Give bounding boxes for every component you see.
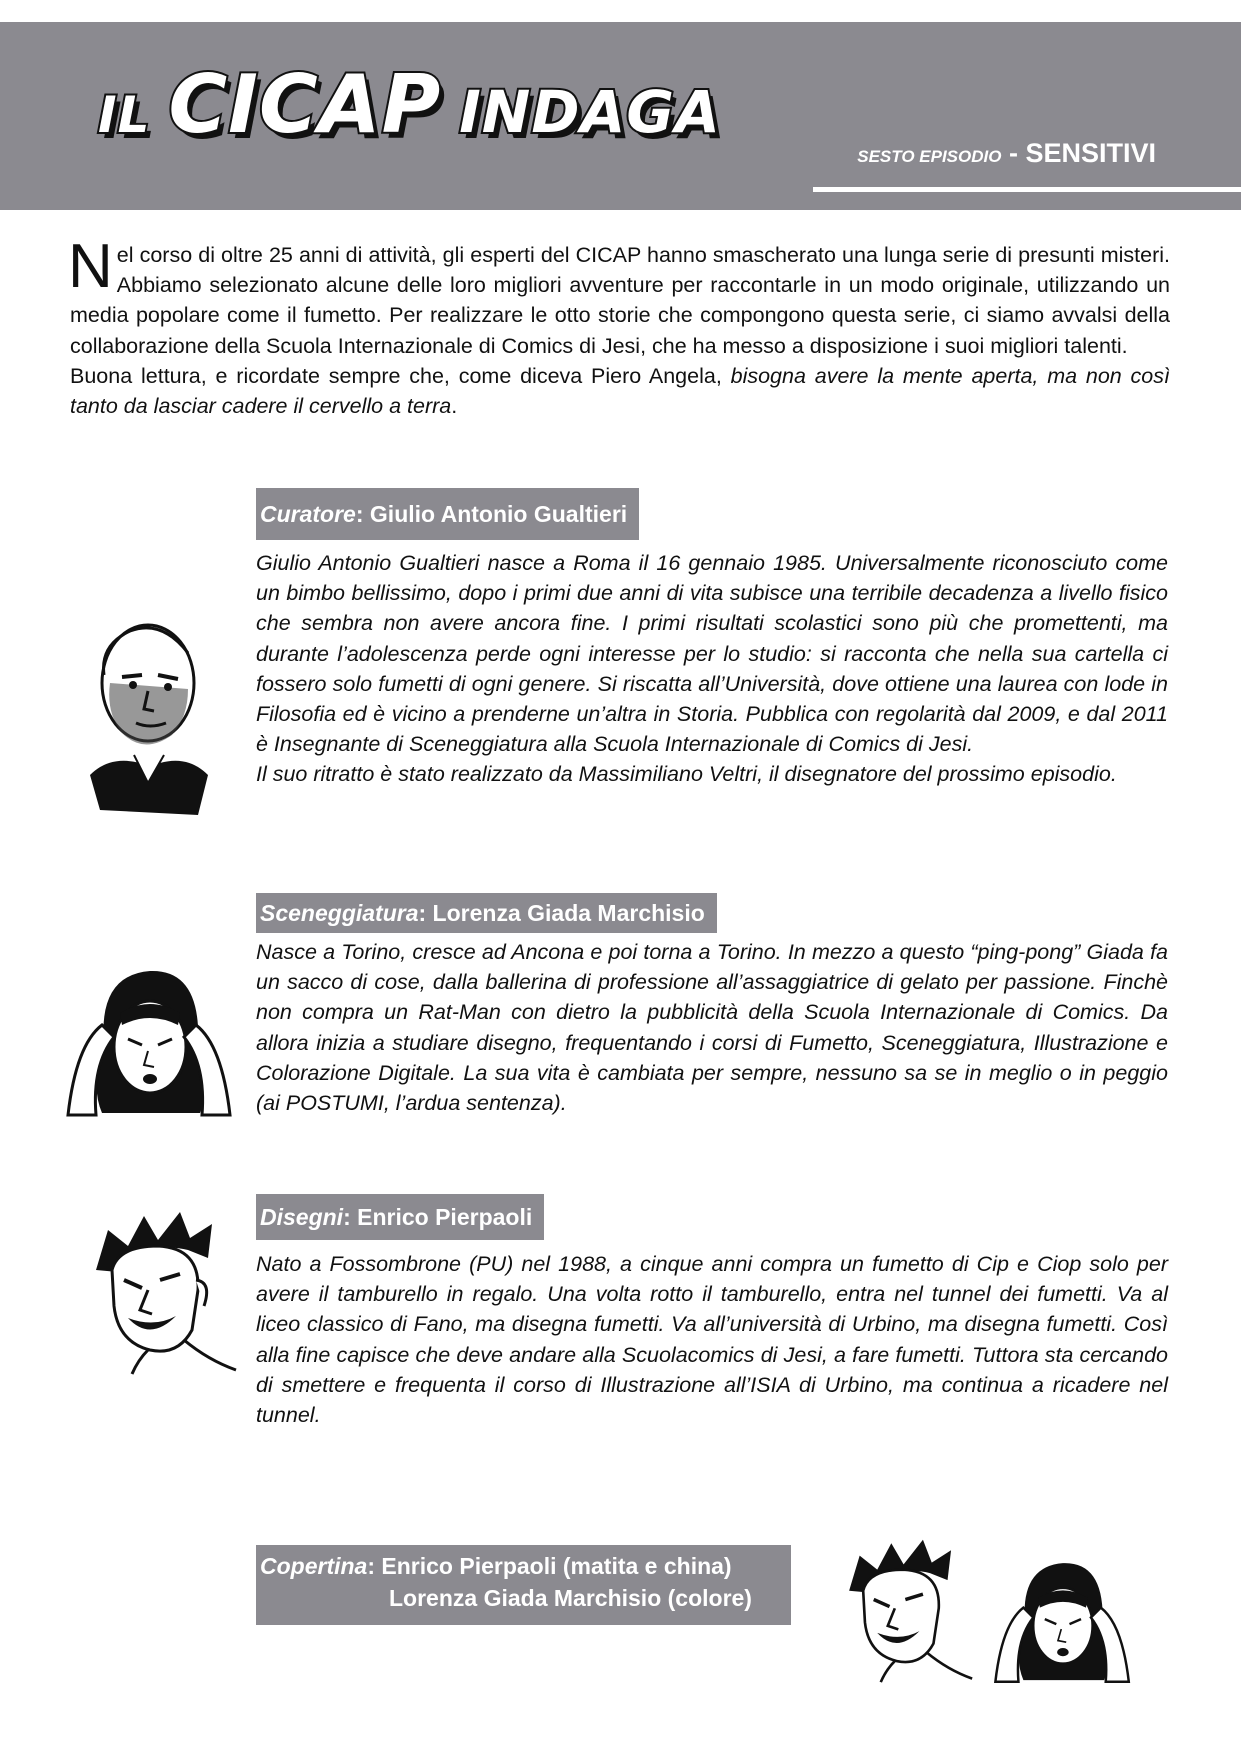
logo-il: IL xyxy=(98,86,151,144)
credit-bio-disegni xyxy=(256,1249,1168,1430)
cover-woman-headache-icon xyxy=(985,1550,1140,1690)
intro-paragraph-2 xyxy=(70,361,1170,421)
intro-p2-plain: Buona lettura, e ricordate sempre che, come diceva Piero Angela, xyxy=(70,363,731,388)
cover-line-1 xyxy=(260,1553,732,1580)
credit-label-sceneggiatura xyxy=(256,893,717,933)
episode-number: SESTO EPISODIO xyxy=(857,147,1002,166)
intro-text xyxy=(68,232,1170,421)
credit-name: : Lorenza Giada Marchisio xyxy=(418,899,705,926)
portrait-sceneggiatura-icon xyxy=(62,955,237,1125)
portrait-disegni-icon xyxy=(88,1210,238,1375)
cover-artist-1: : Enrico Pierpaoli (matita e china) xyxy=(367,1553,732,1579)
cicap-logo xyxy=(98,58,721,158)
credit-label-disegni xyxy=(256,1194,544,1240)
cover-laughing-man-icon xyxy=(842,1538,974,1683)
cover-credit-box xyxy=(256,1545,791,1625)
portrait-curatore-icon xyxy=(70,605,220,830)
credit-name: : Giulio Antonio Gualtieri xyxy=(355,500,628,527)
episode-rule xyxy=(813,187,1241,192)
credit-bio-sceneggiatura xyxy=(256,937,1168,1118)
logo-cicap: CICAP xyxy=(168,58,442,151)
bio-paragraph: Giulio Antonio Gualtieri nasce a Roma il 16 gennaio 1985. Universalmente riconosciuto come un bimbo bellissimo, dopo i primi due anni di vita subisce una terribile decadenza a livello fisico che sembra non avere ancora fine. I primi risultati scolastici sono più che promettenti, ma durante l’adolescenza perde ogni interesse per lo studio: si racconta che nella sua cartella ci fossero solo fumetti di ogni genere. Si riscatta all’Università, dove ottiene una laurea con lode in Filosofia ed è vicino a prenderne un’altra in Storia. Pubblica con regolarità dal 2009, e dal 2011 è Insegnante di Sceneggiatura alla Scuola Internazionale di Comics di Jesi. xyxy=(256,551,1168,757)
intro-p2-end: . xyxy=(451,394,458,419)
intro-p2-quote: bisogna avere la mente aperta, ma non così tanto da lasciar cadere il cervello a terra xyxy=(70,363,1170,419)
bio-paragraph: Nato a Fossombrone (PU) nel 1988, a cinque anni compra un fumetto di Cip e Ciop solo per avere il tamburello in regalo. Una volta rotto il tamburello, entra nel tunnel dei fumetti. Va al liceo classico di Fano, ma disegna fumetti. Va all’università di Urbino, ma disegna fumetti. Così alla fine capisce che deve andare alla Scuolacomics di Jesi, a fare fumetti. Tuttora sta cercando di smettere e frequenta il corso di Illustrazione all’ISIA di Urbino, ma continua a ricadere nel tunnel. xyxy=(256,1252,1168,1428)
cover-artist-2: Lorenza Giada Marchisio (colore) xyxy=(389,1585,752,1611)
cover-role: Copertina xyxy=(260,1553,368,1579)
credit-role: Sceneggiatura xyxy=(260,899,419,926)
credit-label-curatore xyxy=(256,488,639,540)
credit-role: Curatore xyxy=(260,500,356,527)
bio-paragraph: Nasce a Torino, cresce ad Ancona e poi torna a Torino. In mezzo a questo “ping-pong” Giada fa un sacco di cose, dalla ballerina di professione all’assaggiatrice di gelato per passione. Finchè non compra un Rat-Man con dietro la pubblicità della Scuola Internazionale di Comics. Da allora inizia a studiare disegno, frequentando i corsi di Fumetto, Sceneggiatura, Illustrazione e Colorazione Digitale. La sua vita è cambiata per sempre, nessuno sa se in meglio o in peggio (ai POSTUMI, l’ardua sentenza). xyxy=(256,940,1168,1116)
episode-title xyxy=(857,138,1156,169)
intro-paragraph-1: el corso di oltre 25 anni di attività, gli esperti del CICAP hanno smascherato una lunga serie di presunti misteri. Abbiamo selezionato alcune delle loro migliori avventure per raccontarle in un modo originale, utilizzando un media popolare come il fumetto. Per realizzare le otto storie che compongono questa serie, ci siamo avvalsi della collaborazione della Scuola Internazionale di Comics di Jesi, che ha messo a disposizione i suoi migliori talenti. xyxy=(70,243,1170,358)
bio-paragraph: Il suo ritratto è stato realizzato da Massimiliano Veltri, il disegnatore del prossimo episodio. xyxy=(256,762,1117,787)
episode-topic: - SENSITIVI xyxy=(1001,138,1156,168)
credit-bio-curatore xyxy=(256,548,1168,790)
drop-cap: N xyxy=(68,232,113,301)
credit-name: : Enrico Pierpaoli xyxy=(343,1203,533,1230)
logo-indaga: INDAGA xyxy=(459,78,721,146)
credit-role: Disegni xyxy=(260,1203,344,1230)
